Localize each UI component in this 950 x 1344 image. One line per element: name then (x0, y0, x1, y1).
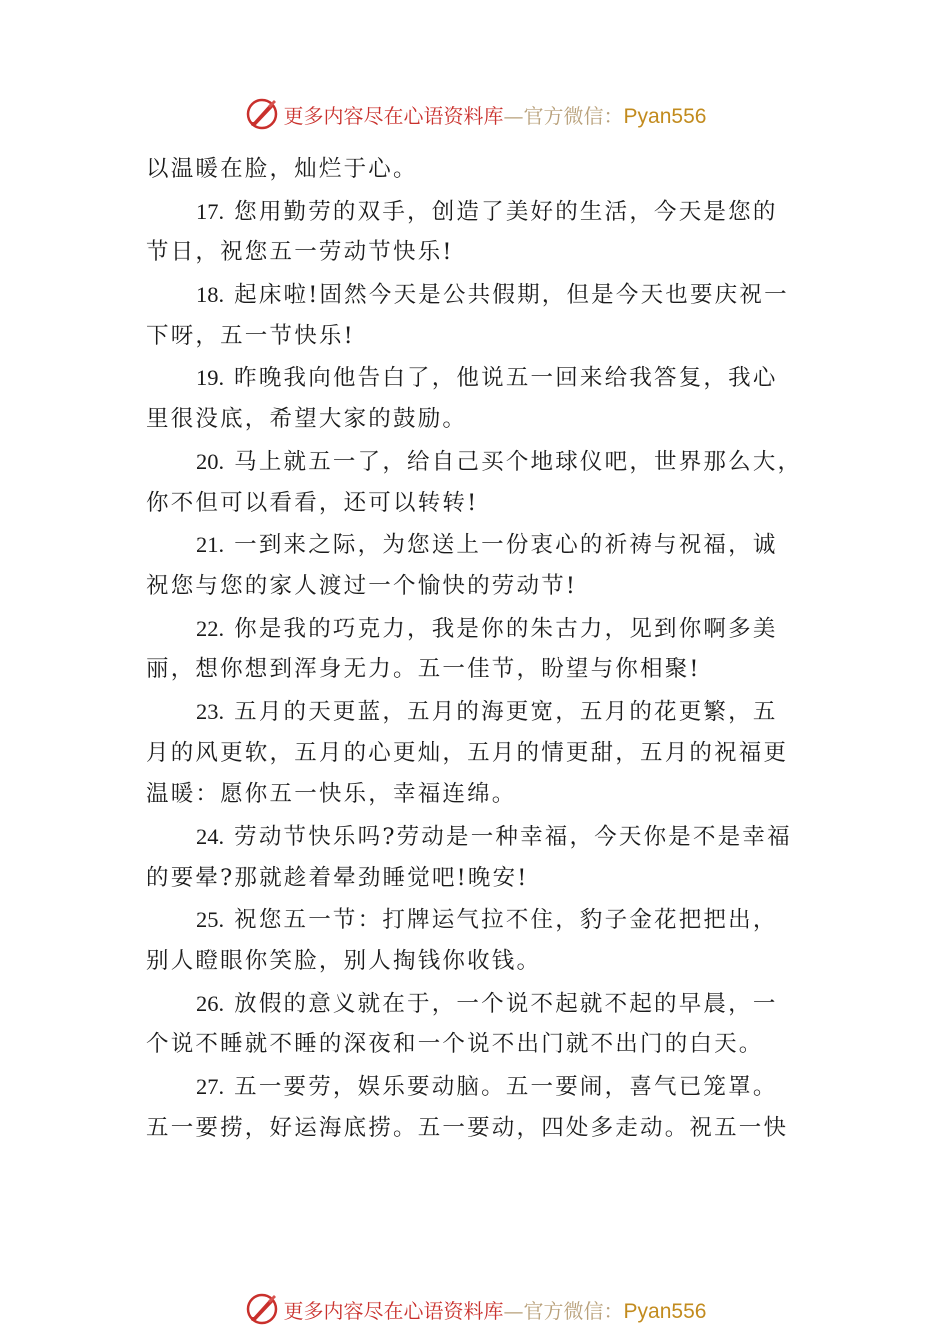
list-item-25 (146, 899, 808, 941)
header-text (284, 100, 707, 129)
list-item-18 (146, 274, 808, 316)
item-number: 19. (196, 365, 225, 391)
item-number: 18. (196, 282, 225, 308)
item-text: 劳动节快乐吗?劳动是一种幸福，今天你是不是幸福 (234, 824, 792, 850)
item-text: 马上就五一了，给自己买个地球仪吧，世界那么大， (234, 448, 803, 475)
text-line: 个说不睡就不睡的深夜和一个说不出门就不出门的白天。 (146, 1031, 764, 1058)
text-line: 以温暖在脸，灿烂于心。 (146, 156, 418, 182)
item-text: 一到来之际，为您送上一份衷心的祈祷与祝福，诚 (234, 532, 778, 559)
item-text: 起床啦!固然今天是公共假期，但是今天也要庆祝一 (234, 282, 789, 309)
list-item-26 (146, 983, 808, 1025)
quill-pen-emblem-icon (244, 1291, 280, 1327)
footer-official-label: 官方微信： (523, 1298, 624, 1323)
list-item-21 (146, 524, 808, 566)
list-item-20 (146, 441, 808, 483)
item-number: 22. (196, 615, 225, 641)
text-line: 温暖：愿你五一快乐，幸福连绵。 (146, 781, 517, 808)
list-item-22 (146, 608, 808, 650)
header-prefix: 更多内容尽在心语资料库 (283, 103, 504, 128)
footer-dash: — (503, 1298, 524, 1323)
item-number: 20. (196, 448, 225, 474)
header-banner (0, 94, 950, 134)
item-text: 你是我的巧克力，我是你的朱古力，见到你啊多美 (234, 615, 778, 642)
item-number: 21. (196, 532, 225, 558)
text-line: 祝您与您的家人渡过一个愉快的劳动节! (146, 572, 578, 599)
header-dash: — (503, 103, 524, 128)
text-line: 节日，祝您五一劳动节快乐! (146, 239, 454, 266)
item-number: 24. (196, 824, 225, 849)
header-wechat-id: Pyan556 (623, 104, 707, 128)
document-body (146, 149, 808, 1150)
text-line: 的要晕?那就趁着晕劲睡觉吧!晚安! (146, 864, 529, 891)
text-line: 丽，想你想到浑身无力。五一佳节，盼望与你相聚! (146, 656, 701, 683)
footer-banner (0, 1289, 950, 1329)
quill-pen-emblem-icon (244, 96, 280, 132)
header-official-label: 官方微信： (523, 103, 624, 128)
text-line: 月的风更软，五月的心更灿，五月的情更甜，五月的祝福更 (146, 739, 789, 766)
list-item-17 (146, 191, 808, 233)
item-number: 17. (196, 198, 225, 224)
item-text: 放假的意义就在于，一个说不起就不起的早晨，一 (234, 990, 778, 1017)
item-number: 23. (196, 698, 225, 724)
text-line: 你不但可以看看，还可以转转! (146, 489, 479, 516)
item-text: 您用勤劳的双手，创造了美好的生活，今天是您的 (234, 198, 778, 225)
text-line: 别人瞪眼你笑脸，别人掏钱你收钱。 (146, 948, 542, 975)
item-text: 昨晚我向他告白了，他说五一回来给我答复，我心 (234, 365, 778, 392)
list-item-23 (146, 691, 808, 733)
text-line: 五一要捞，好运海底捞。五一要动，四处多走动。祝五一快 (146, 1114, 789, 1141)
text-line: 下呀，五一节快乐! (146, 322, 355, 349)
list-item-27 (146, 1066, 808, 1108)
item-text: 五月的天更蓝，五月的海更宽，五月的花更繁，五 (234, 698, 778, 725)
item-number: 25. (196, 907, 225, 933)
text-line: 里很没底，希望大家的鼓励。 (146, 406, 468, 433)
item-text: 五一要劳，娱乐要动脑。五一要闹，喜气已笼罩。 (234, 1074, 778, 1101)
item-text: 祝您五一节：打牌运气拉不住，豹子金花把把出， (234, 907, 778, 934)
item-number: 26. (196, 990, 225, 1016)
item-number: 27. (196, 1074, 225, 1100)
list-item-19 (146, 357, 808, 399)
footer-wechat-id: Pyan556 (623, 1299, 707, 1323)
list-item-24 (146, 816, 808, 858)
footer-prefix: 更多内容尽在心语资料库 (283, 1298, 504, 1323)
footer-text (284, 1295, 707, 1324)
